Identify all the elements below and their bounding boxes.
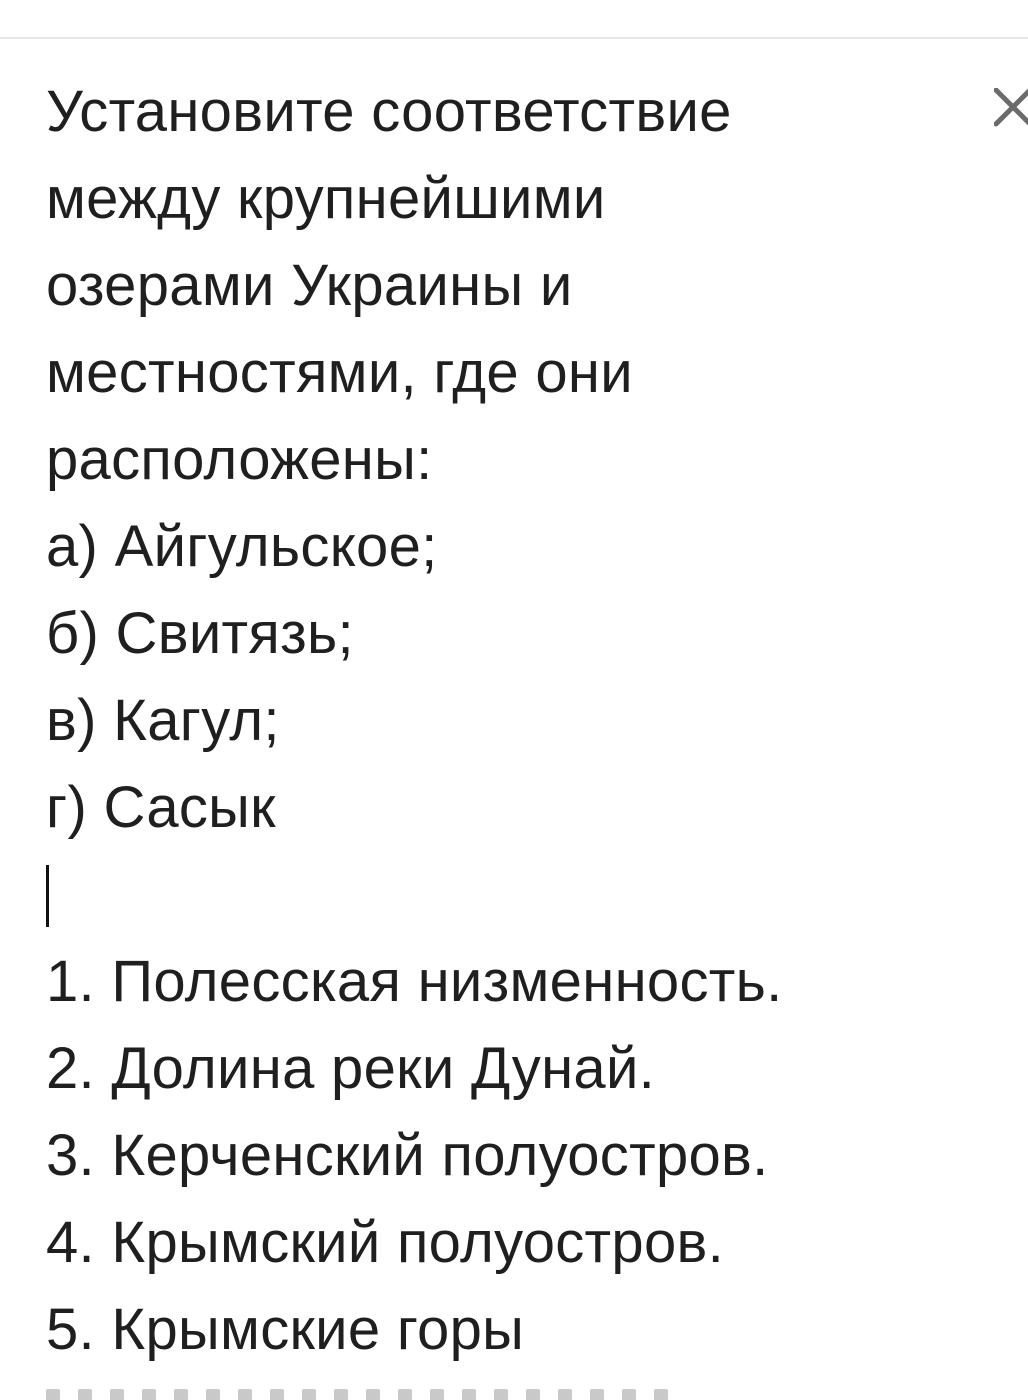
question-line: местностями, где они <box>46 340 633 405</box>
question-line: озерами Украины и <box>46 253 573 318</box>
question-line: между крупнейшими <box>46 166 606 231</box>
region-option-3: 3. Керченский полуостров. <box>46 1123 769 1188</box>
region-option-1: 1. Полесская низменность. <box>46 949 783 1014</box>
lake-option-b: б) Свитязь; <box>46 601 354 666</box>
lake-option-a: а) Айгульское; <box>46 514 438 579</box>
region-option-4: 4. Крымский полуостров. <box>46 1210 725 1275</box>
question-line: Установите соответствие <box>46 79 732 144</box>
close-button[interactable] <box>990 82 1028 132</box>
region-option-5: 5. Крымские горы <box>46 1297 525 1362</box>
lake-option-g: г) Сасык <box>46 775 276 840</box>
question-line: расположены: <box>46 427 433 492</box>
question-text-editor[interactable] <box>46 68 966 1373</box>
cut-off-text-line <box>46 1388 686 1400</box>
top-divider <box>0 37 1028 39</box>
empty-line[interactable] <box>46 851 966 938</box>
lake-option-v: в) Кагул; <box>46 688 280 753</box>
close-icon <box>994 88 1028 128</box>
text-cursor-icon <box>46 865 49 927</box>
region-option-2: 2. Долина реки Дунай. <box>46 1036 656 1101</box>
